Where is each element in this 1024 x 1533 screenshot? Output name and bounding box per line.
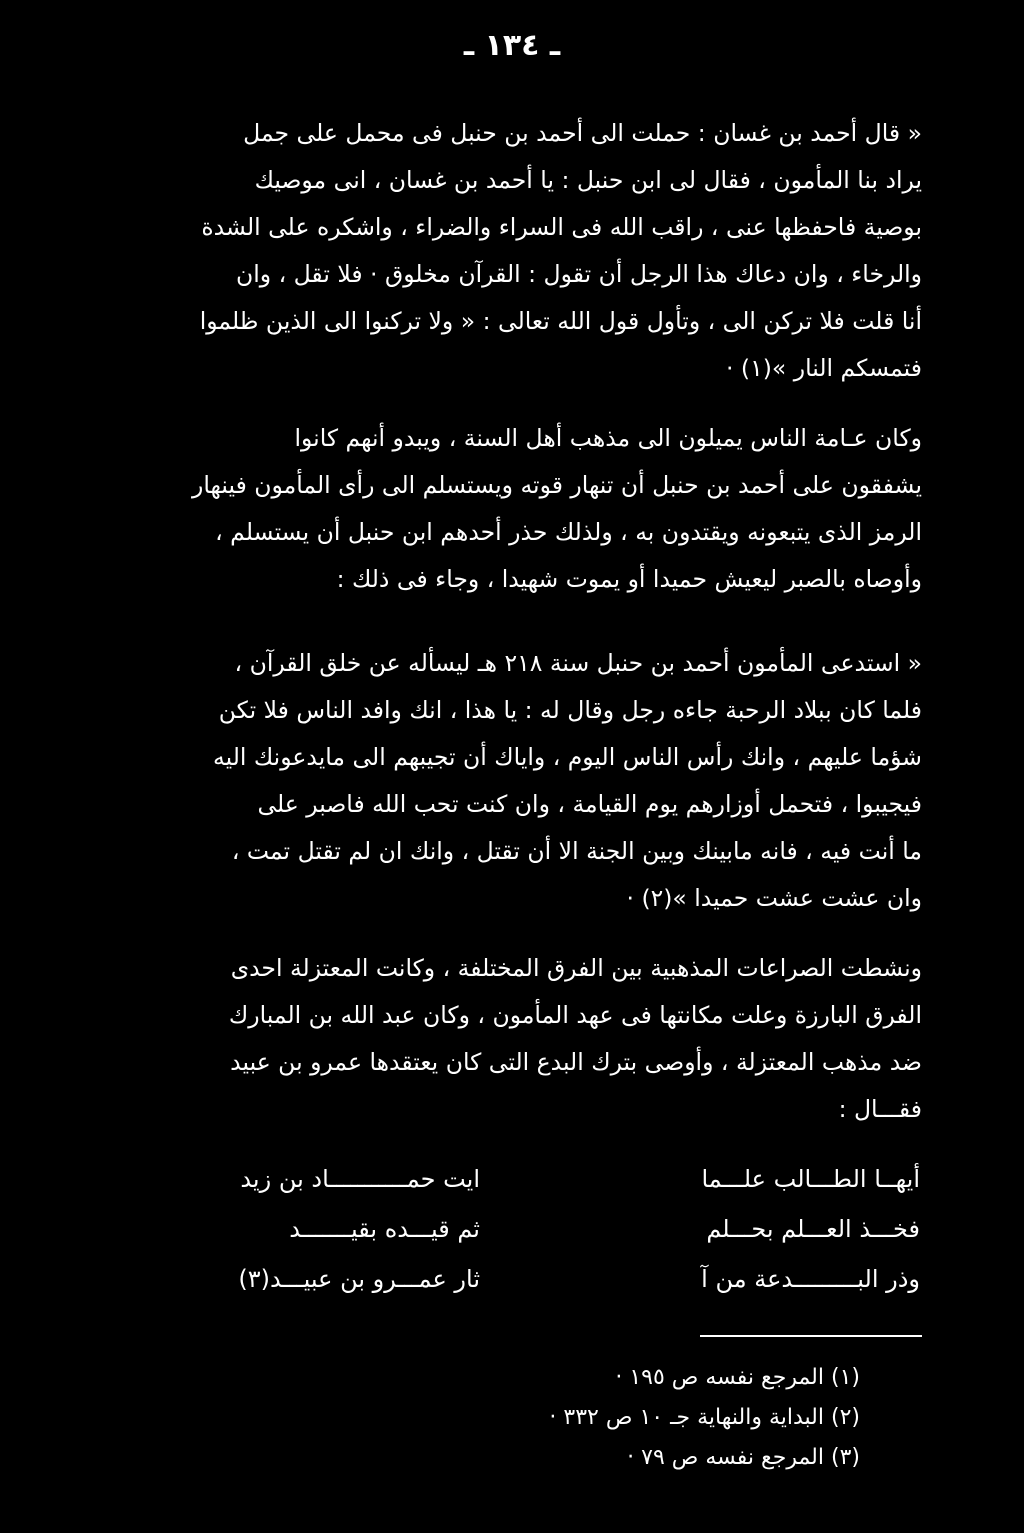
page-number: ـ ١٣٤ ـ (463, 28, 561, 63)
text-line: الفرق البارزة وعلت مكانتها فى عهد المأمون ، وكان عبد الله بن المبارك (228, 1001, 922, 1029)
text-line: « استدعى المأمون أحمد بن حنبل سنة ٢١٨ هـ ليسأله عن خلق القرآن ، (234, 649, 922, 677)
paragraph-quote-rahba (100, 640, 922, 922)
poem-second-hemistich: ثار عمـــرو بن عبيـــد(٣) (238, 1265, 480, 1293)
paragraph-public-support (100, 415, 922, 603)
text-line: ضد مذهب المعتزلة ، وأوصى بترك البدع التى كان يعتقدها عمرو بن عبيد (230, 1048, 922, 1076)
poem-first-hemistich: أيهــا الطـــالب علـــما (701, 1165, 920, 1193)
poem-verse (120, 1165, 920, 1215)
text-line: ونشطت الصراعات المذهبية بين الفرق المختلفة ، وكانت المعتزلة احدى (230, 954, 922, 982)
text-line: فلما كان ببلاد الرحبة جاءه رجل وقال له : يا هذا ، انك وافد الناس فلا تكن (218, 696, 922, 724)
poem-first-hemistich: فخـــذ العـــلم بحـــلم (706, 1215, 920, 1243)
footnote: (٢) البداية والنهاية جـ ١٠ ص ٣٣٢ · (549, 1405, 860, 1430)
text-line: شؤما عليهم ، وانك رأس الناس اليوم ، واياك أن تجيبهم الى مايدعونك اليه (213, 743, 922, 771)
text-line: يشفقون على أحمد بن حنبل أن تنهار قوته ويستسلم الى رأى المأمون فينهار (192, 471, 922, 499)
text-line: يراد بنا المأمون ، فقال لى ابن حنبل : يا أحمد بن غسان ، انى موصيك (254, 166, 922, 194)
text-line: فتمسكم النار »(١) · (725, 354, 922, 382)
footnote: (٣) المرجع نفسه ص ٧٩ · (627, 1445, 860, 1470)
paragraph-sectarian-conflicts (100, 945, 922, 1133)
poem-first-hemistich: وذر البـــــــــدعة من آ (701, 1265, 920, 1293)
text-line: وكان عـامة الناس يميلون الى مذهب أهل السنة ، ويبدو أنهم كانوا (294, 424, 922, 452)
text-line: وأوصاه بالصبر ليعيش حميدا أو يموت شهيدا ، وجاء فى ذلك : (336, 565, 922, 593)
paragraph-quote-ibn-ghassan (100, 110, 922, 392)
poem (120, 1165, 920, 1315)
text-line: وان عشت عشت حميدا »(٢) · (626, 884, 922, 912)
poem-second-hemistich: ثم قيـــده بقيـــــــد (289, 1215, 480, 1243)
text-line: ما أنت فيه ، فانه مابينك وبين الجنة الا أن تقتل ، وانك ان لم تقتل تمت ، (231, 837, 922, 865)
text-line: بوصية فاحفظها عنى ، راقب الله فى السراء والضراء ، واشكره على الشدة (201, 213, 922, 241)
text-line: « قال أحمد بن غسان : حملت الى أحمد بن حنبل فى محمل على جمل (243, 119, 922, 147)
text-line: فقـــال : (838, 1095, 922, 1123)
poem-second-hemistich: ايت حمـــــــــــاد بن زيد (240, 1165, 480, 1193)
footnotes (300, 1358, 860, 1478)
footnote: (١) المرجع نفسه ص ١٩٥ · (615, 1365, 860, 1390)
text-line: فيجيبوا ، فتحمل أوزارهم يوم القيامة ، وان كنت تحب الله فاصبر على (257, 790, 922, 818)
text-line: الرمز الذى يتبعونه ويقتدون به ، ولذلك حذر أحدهم ابن حنبل أن يستسلم ، (215, 518, 922, 546)
poem-verse (120, 1265, 920, 1315)
text-line: أنا قلت فلا تركن الى ، وتأول قول الله تعالى : « ولا تركنوا الى الذين ظلموا (199, 307, 922, 335)
footnote-separator (700, 1335, 922, 1337)
poem-verse (120, 1215, 920, 1265)
text-line: والرخاء ، وان دعاك هذا الرجل أن تقول : القرآن مخلوق · فلا تقل ، وان (235, 260, 922, 288)
